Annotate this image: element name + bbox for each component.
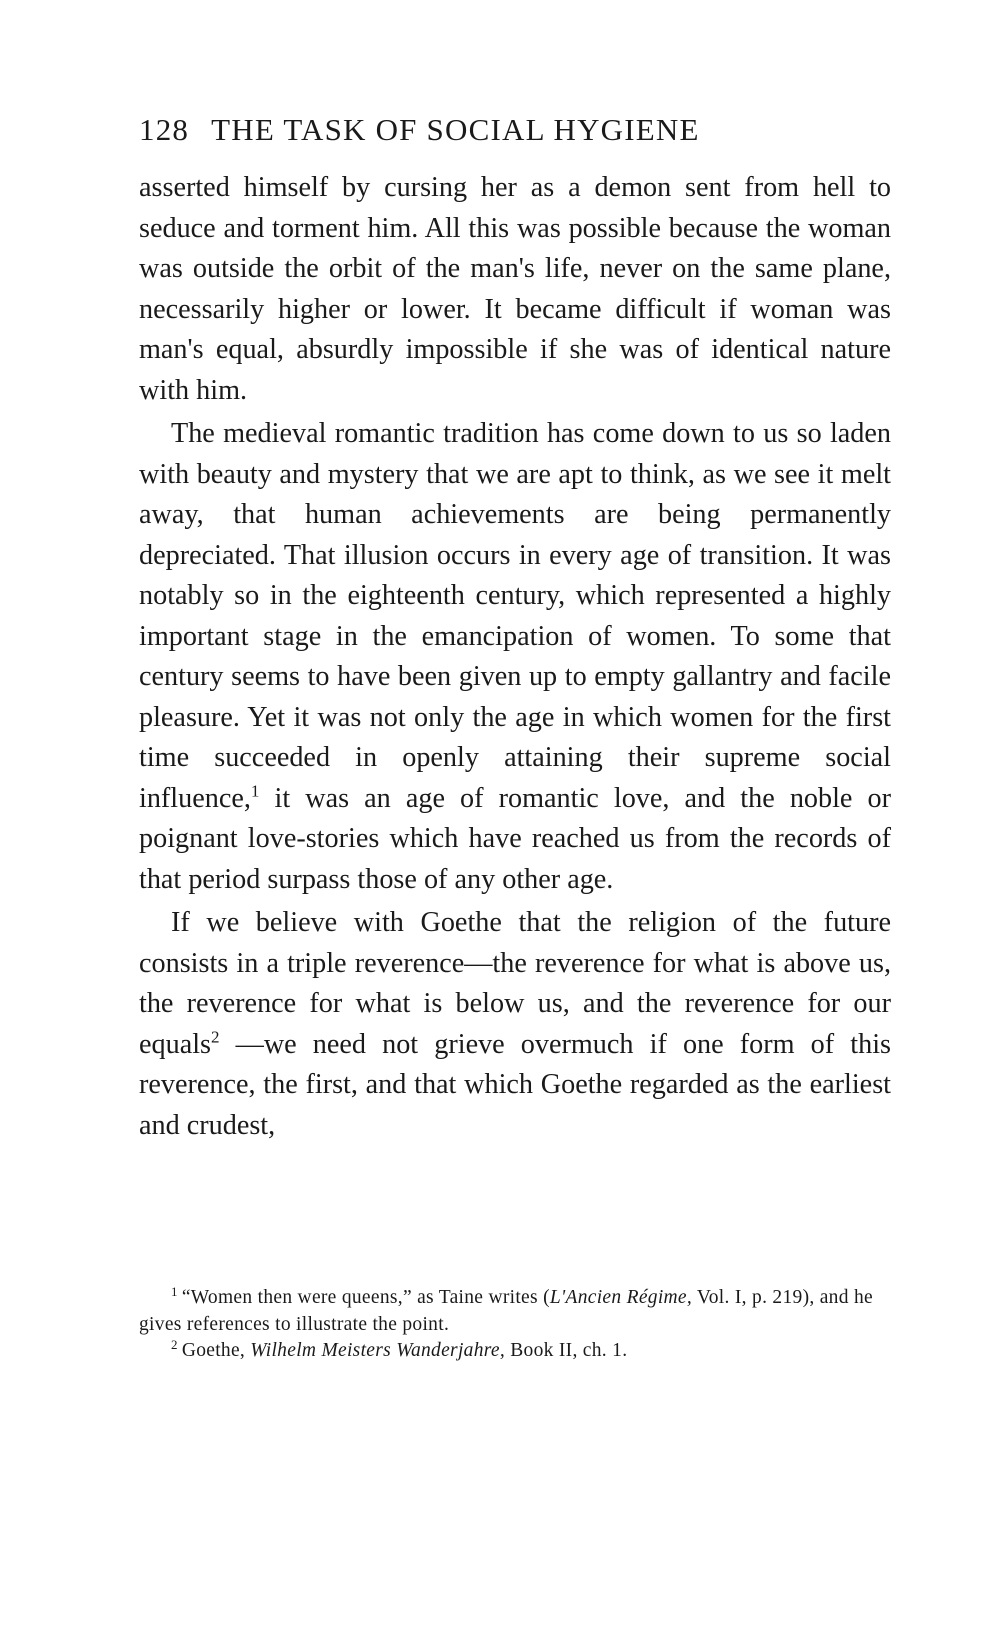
paragraph-text: —we need not grieve overmuch if one form of this reverence, the first, and that which Goethe regarded as the earliest and crudest, (139, 1028, 891, 1141)
footnote-text: Vol. I, p. 219), and he gives references to illustrate the point. (139, 1287, 873, 1335)
footnote-title: Wilhelm Meisters Wanderjahre, (250, 1340, 506, 1361)
paragraph-continued: asserted himself by cursing her as a demon sent from hell to seduce and torment him. All this was possible because the woman was outside the orbit of the man's life, never on the same plane, necessarily higher or lower. It became difficult if woman was man's equal, absurdly impossible if she was of identical nature with him. (139, 172, 891, 406)
page-number: 128 (139, 112, 190, 147)
footnote-text: Book II, ch. 1. (505, 1340, 628, 1361)
running-title: THE TASK OF SOCIAL HYGIENE (211, 112, 700, 147)
footnote-title: L'Ancien Régime, (549, 1287, 693, 1308)
footnotes (139, 1285, 891, 1365)
footnote-text: Goethe, (181, 1340, 251, 1361)
footnote-mark: 2 (171, 1336, 178, 1352)
paragraph-text: If we believe with Goethe that the religion of the future consists in a triple reverence—the reverence for what is above us, the reverence for what is below us, and the reverence for our equals (139, 907, 891, 1060)
footnote-2 (139, 1338, 891, 1365)
paragraph-goethe (139, 903, 891, 1146)
running-header (139, 112, 899, 148)
paragraph-text: it was an age of romantic love, and the noble or poignant love-stories which have reached us from the records of that period surpass those of any other age. (139, 782, 891, 895)
paragraph-text: The medieval romantic tradition has come down to us so laden with beauty and mystery that we are apt to think, as we see it melt away, that human achievements are being permanently depreciated. That illusion occurs in every age of transition. It was notably so in the eighteenth century, which represented a highly important stage in the emancipation of women. To some that century seems to have been given up to empty gallantry and facile pleasure. Yet it was not only the age in which women for the first time succeeded in openly attaining their supreme social influence, (139, 418, 891, 814)
paragraph-medieval-tradition (139, 414, 891, 900)
footnote-1 (139, 1285, 891, 1338)
footnote-reference-2[interactable]: 2 (211, 1027, 220, 1047)
body-text (139, 168, 891, 1146)
footnote-reference-1[interactable]: 1 (250, 781, 260, 801)
footnote-mark: 1 (171, 1283, 178, 1299)
footnote-text: “Women then were queens,” as Taine writes ( (181, 1287, 550, 1308)
